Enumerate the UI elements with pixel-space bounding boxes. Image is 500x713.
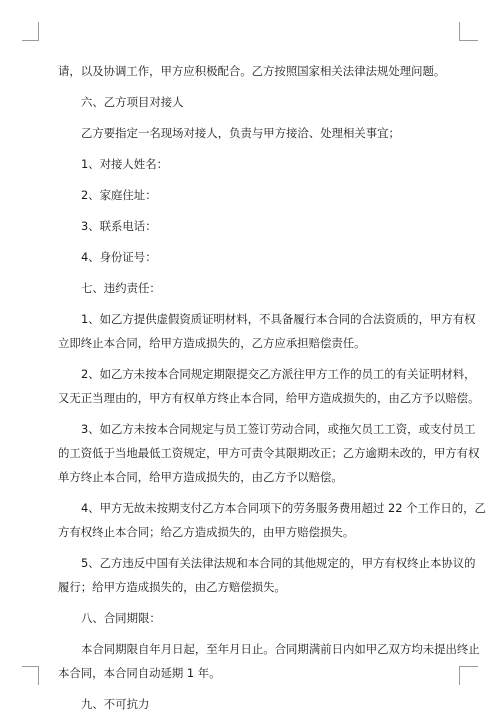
field-phone: 3、联系电话： — [81, 219, 157, 233]
field-id-number: 4、身份证号： — [81, 250, 157, 264]
crop-mark-top-left — [22, 22, 39, 41]
clause-3-line-3: 单方终止本合同，给甲方造成损失的，由乙方予以赔偿。 — [58, 470, 343, 484]
crop-mark-bottom-right — [459, 666, 478, 685]
document-body — [58, 62, 486, 713]
clause-5-line-1: 5、乙方违反中国有关法律法规和本合同的其他规定的，甲方有权终止本协议的 — [81, 556, 476, 570]
field-contact-name: 1、对接人姓名： — [81, 157, 168, 171]
section-heading-force-majeure: 九、不可抗力 — [81, 697, 150, 711]
clause-5-line-2: 履行；给甲方造成损失的，由乙方赔偿损失。 — [58, 580, 286, 594]
term-line-2: 本合同，本合同自动延期 1 年。 — [58, 666, 221, 680]
clause-4-line-2: 方有权终止本合同；给乙方造成损失的，由甲方赔偿损失。 — [58, 525, 355, 539]
clause-1-line-2: 立即终止本合同，给甲方造成损失的，乙方应承担赔偿责任。 — [58, 336, 366, 350]
clause-4-line-1: 4、甲方无故未按期支付乙方本合同项下的劳务服务费用超过 22 个工作日的，乙 — [81, 501, 486, 515]
clause-2-line-2: 又无正当理由的，甲方有权单方终止本合同，给甲方造成损失的，由乙方予以赔偿。 — [58, 391, 480, 405]
section-heading-term: 八、合同期限： — [81, 611, 161, 625]
paragraph-contact-person: 乙方要指定一名现场对接人，负责与甲方接洽、处理相关事宜； — [81, 126, 400, 140]
term-line-1: 本合同期限自年月日起，至年月日止。合同期满前日内如甲乙双方均未提出终止 — [81, 642, 480, 656]
paragraph-continuation: 请，以及协调工作，甲方应积极配合。乙方按照国家相关法律法规处理问题。 — [58, 64, 446, 78]
field-home-address: 2、家庭住址： — [81, 188, 157, 202]
crop-mark-top-right — [459, 22, 478, 41]
section-heading-breach: 七、违约责任： — [81, 281, 161, 295]
clause-3-line-2: 的工资低于当地最低工资规定，甲方可责令其限期改正；乙方逾期未改的，甲方有权 — [58, 446, 480, 460]
section-heading-contact-person: 六、乙方项目对接人 — [81, 95, 184, 109]
clause-2-line-1: 2、如乙方未按本合同规定期限提交乙方派往甲方工作的员工的有关证明材料， — [81, 367, 476, 381]
clause-1-line-1: 1、如乙方提供虚假资质证明材料，不具备履行本合同的合法资质的，甲方有权 — [81, 312, 476, 326]
clause-3-line-1: 3、如乙方未按本合同规定与员工签订劳动合同，或拖欠员工工资，或支付员工 — [81, 422, 476, 436]
crop-mark-bottom-left — [22, 666, 39, 685]
